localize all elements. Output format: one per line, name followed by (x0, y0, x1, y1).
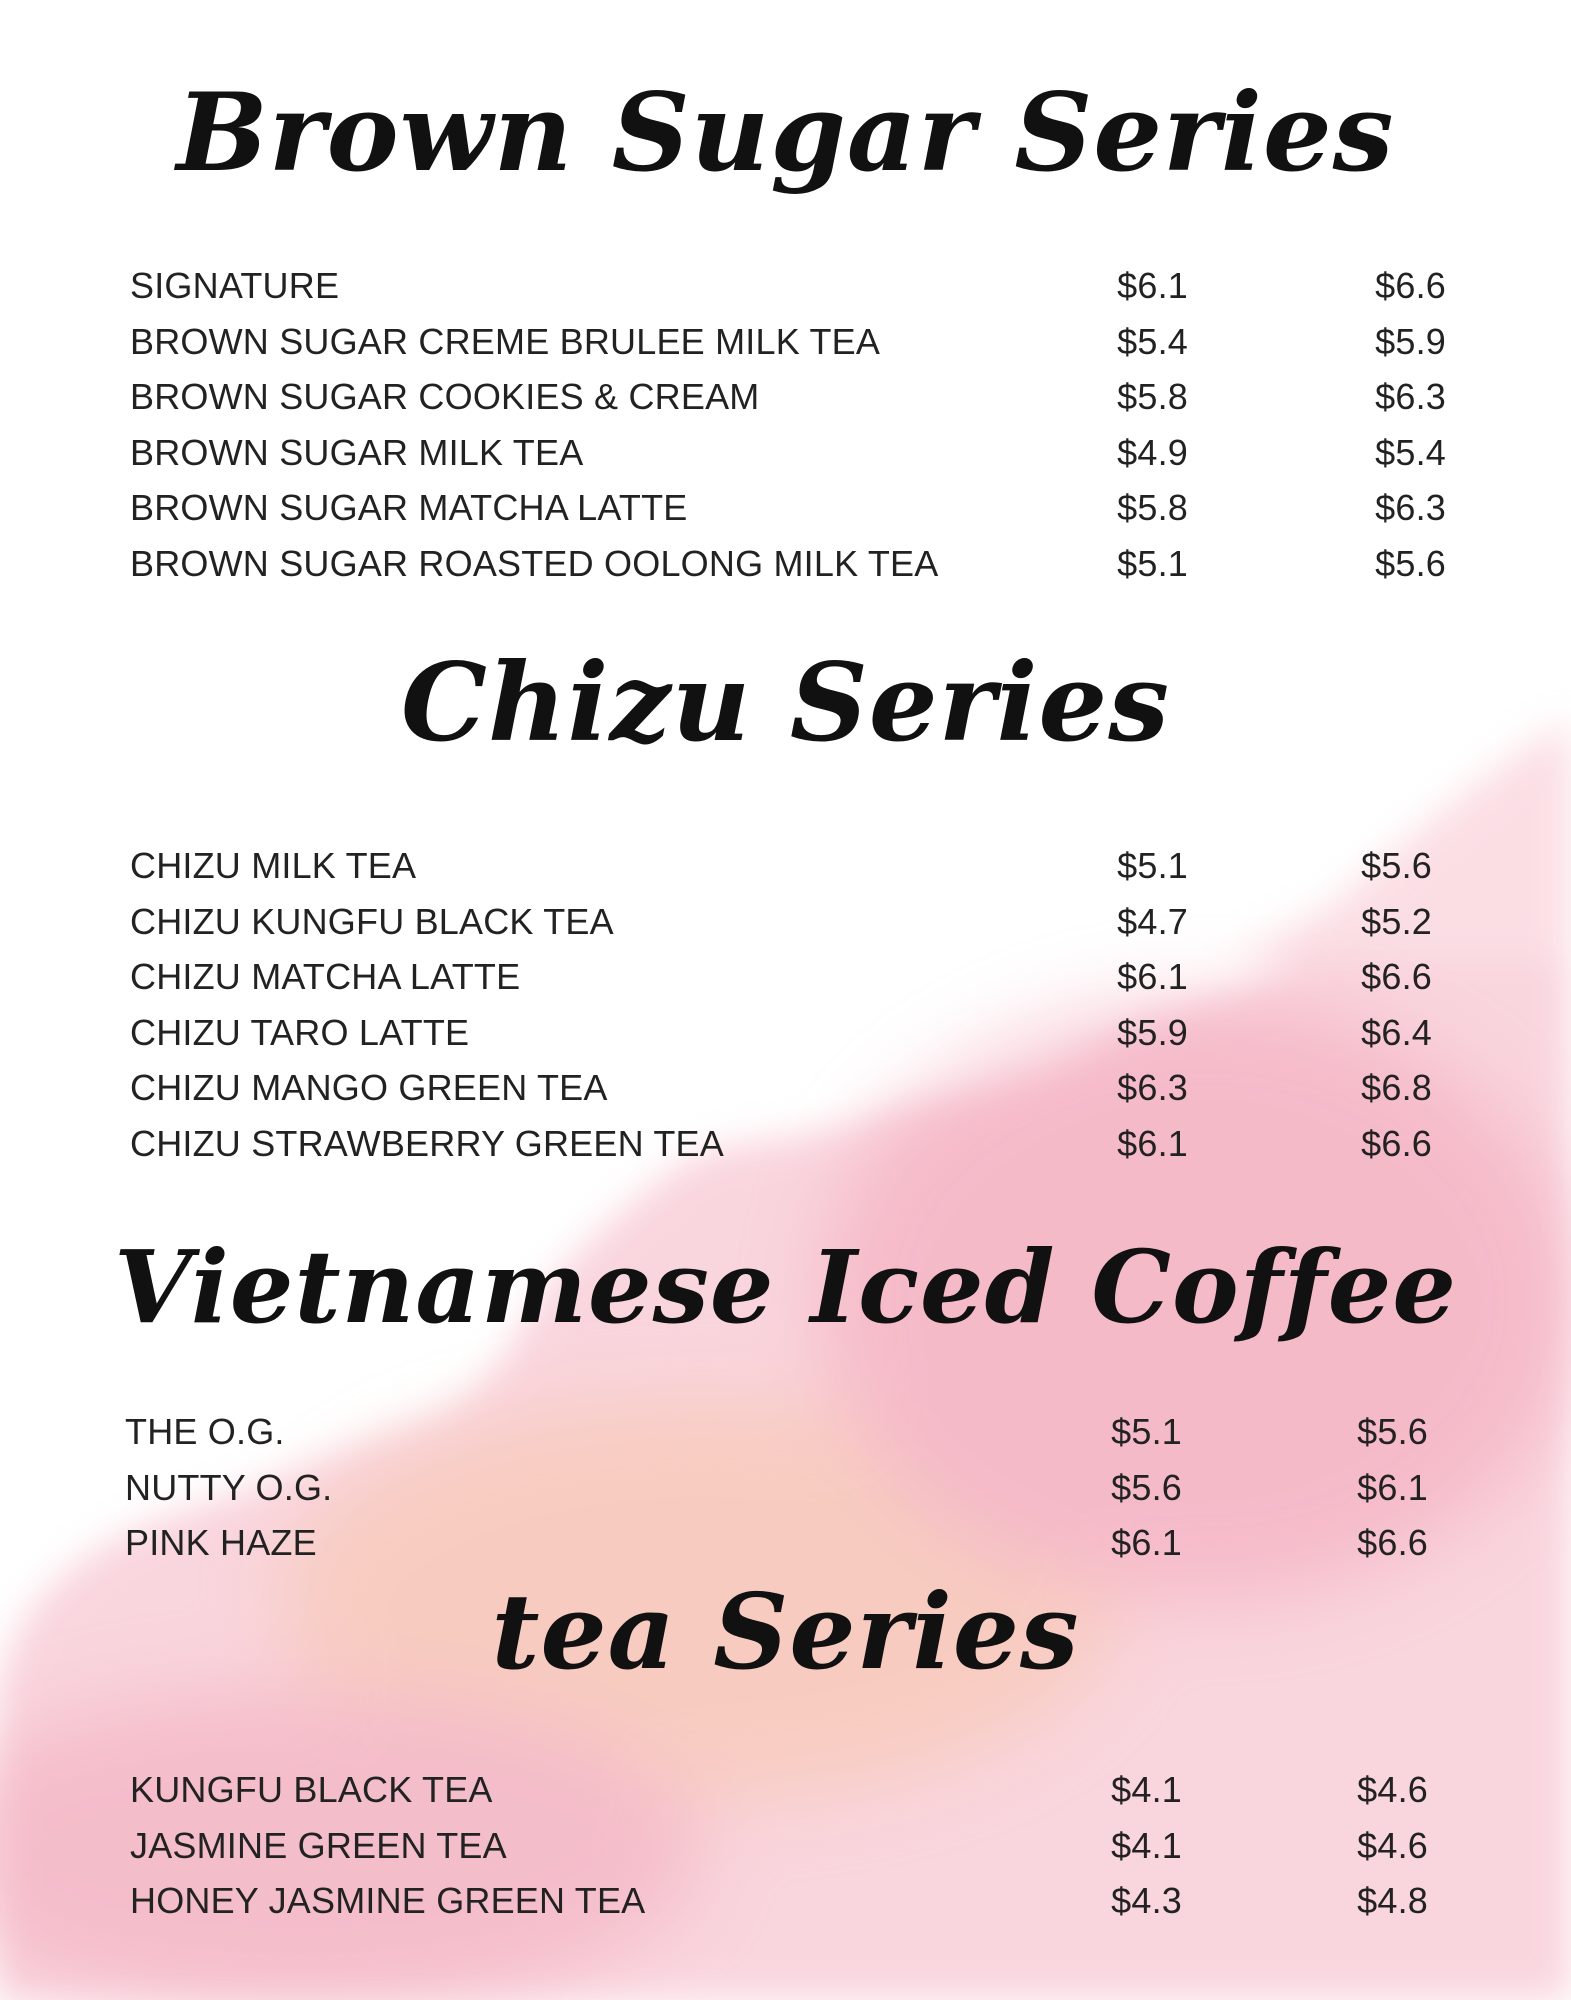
item-name: CHIZU STRAWBERRY GREEN TEA (130, 1122, 724, 1164)
menu-item (0, 369, 1571, 425)
section-title-chizu: Chizu Series (400, 640, 1171, 766)
price-regular: $4.3 (1111, 1880, 1182, 1921)
section-items-chizu (0, 838, 1571, 1171)
item-name: SIGNATURE (130, 265, 340, 306)
price-regular: $5.8 (1117, 487, 1188, 528)
item-name: CHIZU MILK TEA (130, 845, 417, 886)
item-name: PINK HAZE (125, 1522, 317, 1563)
price-large: $6.1 (1357, 1466, 1428, 1508)
item-name: CHIZU MANGO GREEN TEA (130, 1067, 608, 1108)
menu-item (0, 1005, 1571, 1061)
section-items-brown-sugar (0, 258, 1571, 591)
price-large: $5.2 (1361, 900, 1432, 942)
price-large: $4.8 (1357, 1880, 1428, 1921)
item-name: BROWN SUGAR ROASTED OOLONG MILK TEA (130, 542, 939, 584)
item-name: CHIZU KUNGFU BLACK TEA (130, 900, 614, 942)
item-name: BROWN SUGAR CREME BRULEE MILK TEA (130, 320, 881, 362)
item-name: HONEY JASMINE GREEN TEA (130, 1880, 646, 1921)
menu-item (0, 1116, 1571, 1172)
item-name: BROWN SUGAR MILK TEA (130, 431, 584, 473)
price-large: $6.6 (1357, 1522, 1428, 1563)
item-name: KUNGFU BLACK TEA (130, 1769, 493, 1810)
menu-item (0, 1404, 1571, 1460)
price-large: $5.6 (1375, 542, 1446, 584)
price-regular: $5.9 (1117, 1011, 1188, 1053)
menu-item (0, 1873, 1571, 1929)
price-large: $6.6 (1361, 956, 1432, 997)
item-name: BROWN SUGAR COOKIES & CREAM (130, 376, 760, 417)
price-regular: $5.1 (1111, 1411, 1182, 1452)
price-regular: $5.1 (1117, 542, 1188, 584)
price-regular: $5.1 (1117, 845, 1188, 886)
menu-item (0, 949, 1571, 1005)
item-name: JASMINE GREEN TEA (130, 1824, 507, 1866)
section-title-brown-sugar: Brown Sugar Series (176, 70, 1395, 196)
menu-item (0, 1460, 1571, 1516)
menu-item (0, 1060, 1571, 1116)
price-regular: $4.7 (1117, 900, 1188, 942)
item-name: CHIZU TARO LATTE (130, 1011, 470, 1053)
item-name: BROWN SUGAR MATCHA LATTE (130, 487, 688, 528)
price-regular: $6.1 (1117, 265, 1188, 306)
section-items-tea (0, 1762, 1571, 1929)
price-large: $6.8 (1361, 1067, 1432, 1108)
price-large: $4.6 (1357, 1769, 1428, 1810)
price-large: $6.3 (1375, 487, 1446, 528)
price-large: $5.6 (1357, 1411, 1428, 1452)
menu-item (0, 1762, 1571, 1818)
price-regular: $5.4 (1117, 320, 1188, 362)
price-regular: $6.1 (1111, 1522, 1182, 1563)
item-name: CHIZU MATCHA LATTE (130, 956, 521, 997)
menu-item (0, 480, 1571, 536)
menu-item (0, 314, 1571, 370)
menu-item (0, 536, 1571, 592)
price-large: $6.6 (1375, 265, 1446, 306)
price-large: $6.3 (1375, 376, 1446, 417)
section-title-tea: tea Series (491, 1570, 1080, 1693)
menu-item (0, 1515, 1571, 1571)
price-regular: $6.1 (1117, 956, 1188, 997)
section-items-vietnamese-iced-coffee (0, 1404, 1571, 1571)
price-regular: $5.8 (1117, 376, 1188, 417)
menu-item (0, 425, 1571, 481)
price-regular: $6.3 (1117, 1067, 1188, 1108)
item-name: NUTTY O.G. (125, 1466, 333, 1508)
price-large: $4.6 (1357, 1824, 1428, 1866)
price-regular: $6.1 (1117, 1122, 1188, 1164)
menu-item (0, 894, 1571, 950)
price-large: $6.4 (1361, 1011, 1432, 1053)
menu-item (0, 1818, 1571, 1874)
price-large: $5.9 (1375, 320, 1446, 362)
price-regular: $4.1 (1111, 1824, 1182, 1866)
price-regular: $4.1 (1111, 1769, 1182, 1810)
price-large: $5.6 (1361, 845, 1432, 886)
price-regular: $4.9 (1117, 431, 1188, 473)
price-large: $5.4 (1375, 431, 1446, 473)
menu-item (0, 838, 1571, 894)
section-title-vietnamese-iced-coffee: Vietnamese Iced Coffee (114, 1228, 1457, 1346)
price-large: $6.6 (1361, 1122, 1432, 1164)
menu-item (0, 258, 1571, 314)
item-name: THE O.G. (125, 1411, 285, 1452)
price-regular: $5.6 (1111, 1466, 1182, 1508)
